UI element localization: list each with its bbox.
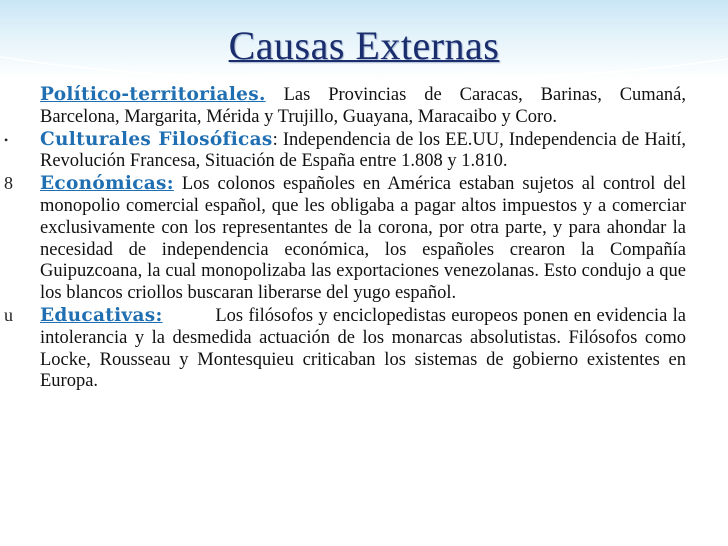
list-item-culturales [4, 128, 686, 174]
item-paragraph [40, 84, 686, 129]
item-heading: Político-territoriales. [40, 84, 266, 105]
item-text: Los colonos españoles en América estaban sujetos al control del monopolio comercial español, que les obligaba a pagar altos impuestos y a comerciar exclusivamente con los representantes de la corona, por otra parte, y para ahondar la necesidad de independencia económica, los españoles crearon la Compañía Guipuzcoana, la cual monopolizaba las exportaciones venezolanas. Esto condujo a que los blancos criollos buscaran liberarse del yugo español. [40, 174, 686, 304]
list-item-economicas [4, 173, 686, 305]
bullet-icon: • [4, 132, 9, 147]
item-text: Las Provincias de Caracas, Barinas, Cumaná, Barcelona, Margarita, Mérida y Trujillo, Guayana, Maracaibo y Coro. [40, 85, 686, 127]
item-heading: Económicas: [40, 173, 174, 195]
list-item-politico [40, 84, 686, 129]
item-text: Los filósofos y enciclopedistas europeos ponen en evidencia la intolerancia y la desmedida actuación de los monarcas absolutistas. Filósofos como Locke, Rousseau y Montesquieu criticaban los sistemas de gobierno existentes en Europa. [40, 305, 686, 392]
item-heading: Educativas: [40, 304, 163, 326]
bullet-icon: 8 [4, 173, 13, 194]
item-text: : Independencia de los EE.UU, Independencia de Haití, Revolución Francesa, Situación de España entre 1.808 y 1.810. [40, 129, 686, 172]
bullet-icon: u [4, 304, 13, 325]
list-item-educativas [4, 304, 686, 393]
item-heading: Culturales Filosóficas [40, 128, 273, 150]
bullet-icon [4, 84, 24, 105]
slide-title: Causas Externas [228, 23, 500, 68]
slide-content [4, 84, 686, 393]
item-paragraph [40, 129, 686, 174]
item-paragraph [40, 173, 686, 305]
item-paragraph [40, 305, 686, 393]
